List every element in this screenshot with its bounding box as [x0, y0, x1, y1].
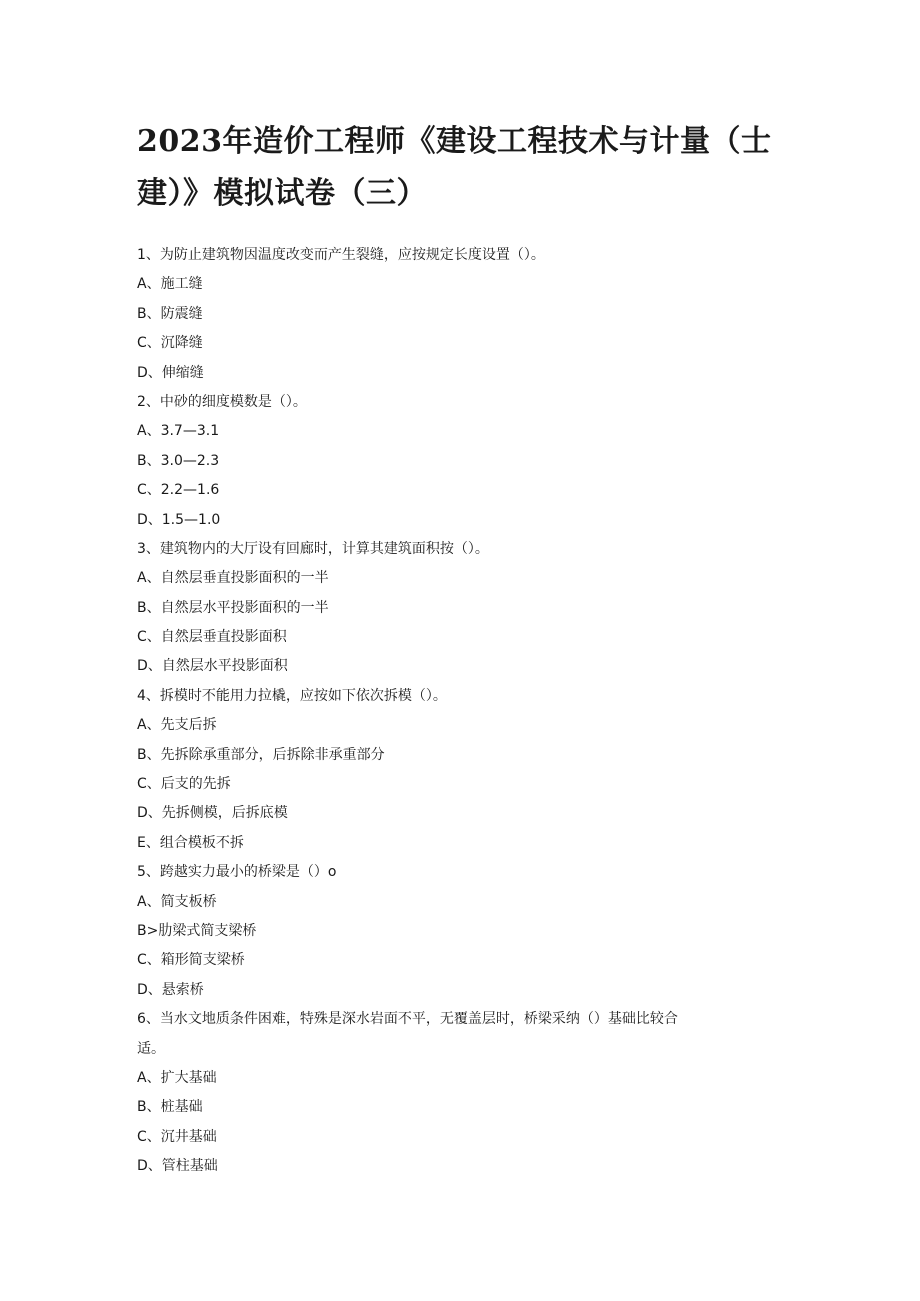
question-3: 3、建筑物内的大厅设有回廊时，计算其建筑面积按（）。	[137, 540, 489, 557]
question-list	[137, 241, 747, 1182]
title-line-1: 2023年造价工程师《建设工程技术与计量（士	[137, 124, 772, 159]
option-1a: A、施工缝	[137, 276, 203, 293]
option-1b: B、防震缝	[137, 305, 203, 322]
option-3d: D、自然层水平投影面积	[137, 658, 288, 675]
option-2d: D、1.5—1.0	[137, 511, 221, 528]
option-5b: B>肋梁式简支梁桥	[137, 922, 257, 939]
document-title	[137, 116, 777, 220]
question-2: 2、中砂的细度模数是（）。	[137, 393, 307, 410]
question-6: 6、当水文地质条件困难，特殊是深水岩面不平，无覆盖层时，桥梁采纳（）基础比较合	[137, 1011, 678, 1028]
option-2c: C、2.2—1.6	[137, 482, 220, 499]
option-3a: A、自然层垂直投影面积的一半	[137, 570, 329, 587]
option-5d: D、悬索桥	[137, 981, 204, 998]
option-4e: E、组合模板不拆	[137, 834, 244, 851]
option-2a: A、3.7—3.1	[137, 423, 220, 440]
option-4b: B、先拆除承重部分，后拆除非承重部分	[137, 746, 385, 763]
option-6b: B、桩基础	[137, 1099, 203, 1116]
option-2b: B、3.0—2.3	[137, 452, 220, 469]
option-6a: A、扩大基础	[137, 1069, 217, 1086]
option-6c: C、沉井基础	[137, 1128, 217, 1145]
option-5c: C、箱形简支梁桥	[137, 952, 245, 969]
option-4a: A、先支后拆	[137, 717, 217, 734]
option-4d: D、先拆侧模，后拆底模	[137, 805, 288, 822]
title-line-2: 建）》模拟试卷（三）	[137, 176, 427, 211]
option-3b: B、自然层水平投影面积的一半	[137, 599, 329, 616]
option-1c: C、沉降缝	[137, 335, 203, 352]
option-6d: D、管柱基础	[137, 1158, 218, 1175]
option-5a: A、简支板桥	[137, 893, 217, 910]
option-3c: C、自然层垂直投影面积	[137, 629, 287, 646]
question-1: 1、为防止建筑物因温度改变而产生裂缝，应按规定长度设置（）。	[137, 247, 545, 263]
question-6-continued: 适。	[137, 1040, 165, 1057]
option-1d: D、伸缩缝	[137, 364, 204, 381]
question-4: 4、拆模时不能用力拉橇，应按如下依次拆模（）。	[137, 687, 447, 704]
option-4c: C、后支的先拆	[137, 776, 231, 793]
question-5: 5、跨越实力最小的桥梁是（）o	[137, 864, 337, 881]
